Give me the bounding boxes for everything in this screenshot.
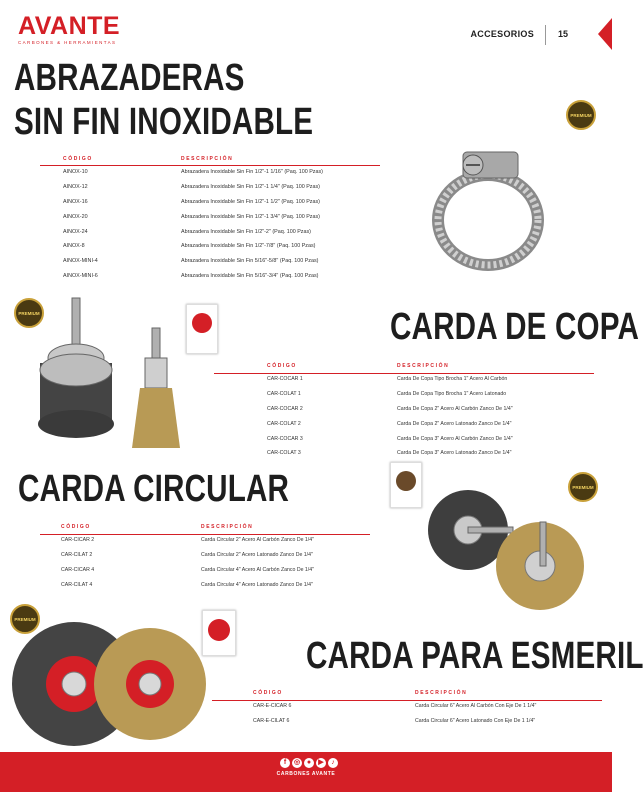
col-desc-header: DESCRIPCIÓN	[415, 690, 468, 696]
circular-brush-image	[420, 490, 610, 615]
table-abrazaderas	[18, 156, 378, 283]
product-description: Carda Circular 6" Acero Al Carbón Con Eje De 1 1/4"	[415, 703, 537, 710]
cup-brush-image	[30, 298, 200, 458]
table-copa	[222, 363, 592, 461]
product-description: Carda Circular 6" Acero Latonado Con Eje De 1 1/4"	[415, 718, 536, 725]
product-code: AINOX-16	[63, 198, 88, 205]
badge-text: PREMIUM	[572, 485, 594, 490]
product-description: Carda De Copa 2" Acero Al Carbón Zanco De 1/4"	[397, 405, 513, 412]
product-description: Carda Circular 4" Acero Latonado Zanco De 1/4"	[201, 581, 313, 588]
title-line-2: SIN FIN INOXIDABLE	[14, 101, 314, 143]
product-description: Abrazadera Inoxidable Sin Fin 5/16"-5/8" (Paq. 100 Pzas)	[181, 258, 319, 265]
brand-logo	[18, 14, 120, 45]
product-code: CAR-COLAT 1	[267, 391, 301, 398]
product-code: CAR-E-CICAR 6	[253, 703, 292, 710]
header-divider	[545, 25, 546, 45]
table-row	[18, 269, 378, 284]
table-row	[18, 239, 378, 254]
product-code: CAR-E-CILAT 6	[253, 718, 290, 725]
badge-text: PREMIUM	[14, 617, 36, 622]
product-description: Abrazadera Inoxidable Sin Fin 1/2"-1 1/2" (Paq. 100 Pzas)	[181, 198, 320, 205]
footer-bar	[0, 752, 612, 792]
table-row	[18, 180, 378, 195]
product-code: CAR-COCAR 2	[267, 405, 303, 412]
col-desc-header: DESCRIPCIÓN	[397, 363, 450, 369]
table-esmeril	[208, 690, 598, 729]
table-row	[18, 254, 378, 269]
table-row	[16, 548, 376, 563]
product-code: AINOX-24	[63, 228, 88, 235]
table-row	[208, 699, 598, 714]
product-code: CAR-CILAT 2	[61, 552, 93, 559]
table-row	[222, 446, 592, 461]
product-description: Carda De Copa Tipo Brocha 1" Acero Al Carbón	[397, 376, 508, 383]
table-row	[16, 563, 376, 578]
product-description: Abrazadera Inoxidable Sin Fin 1/2"-1 1/4" (Paq. 100 Pzas)	[181, 184, 320, 191]
product-description: Carda Circular 2" Acero Latonado Zanco De 1/4"	[201, 552, 313, 559]
facebook-icon[interactable]: f	[280, 758, 290, 768]
product-package-image	[390, 462, 422, 508]
product-description: Carda De Copa 2" Acero Latonado Zanco De 1/4"	[397, 420, 512, 427]
tiktok-icon[interactable]: ♪	[328, 758, 338, 768]
col-code-header: CÓDIGO	[63, 156, 93, 162]
product-description: Carda De Copa 3" Acero Latonado Zanco De 1/4"	[397, 450, 512, 457]
title-line-1: ABRAZADERAS	[14, 57, 245, 99]
page-number: 15	[557, 29, 568, 39]
badge-text: PREMIUM	[18, 311, 40, 316]
table-row	[222, 372, 592, 387]
badge-text: PREMIUM	[570, 113, 592, 118]
title-carda-circular: CARDA CIRCULAR	[18, 468, 290, 510]
table-row	[16, 577, 376, 592]
col-code-header: CÓDIGO	[61, 524, 91, 530]
product-description: Abrazadera Inoxidable Sin Fin 1/2"-2" (Paq. 100 Pzas)	[181, 228, 311, 235]
table-row	[18, 195, 378, 210]
product-code: CAR-CILAT 4	[61, 581, 93, 588]
product-description: Carda De Copa Tipo Brocha 1" Acero Latonado	[397, 391, 507, 398]
col-desc-header: DESCRIPCIÓN	[201, 524, 254, 530]
instagram-icon[interactable]: ◎	[293, 759, 301, 766]
product-description: Abrazadera Inoxidable Sin Fin 1/2"-7/8" (Paq. 100 Pzas)	[181, 243, 316, 250]
title-carda-para-esmeril: CARDA PARA ESMERIL	[306, 635, 644, 677]
product-code: CAR-CICAR 4	[61, 566, 95, 573]
header-tab-marker	[598, 18, 612, 50]
product-code: AINOX-12	[63, 184, 88, 191]
product-code: CAR-CICAR 2	[61, 537, 95, 544]
product-code: AINOX-8	[63, 243, 85, 250]
product-description: Abrazadera Inoxidable Sin Fin 1/2"-1 1/16" (Paq. 100 Pzas)	[181, 169, 323, 176]
section-label: ACCESORIOS	[470, 29, 534, 39]
product-code: CAR-COLAT 3	[267, 450, 301, 457]
product-description: Carda Circular 4" Acero Al Carbón Zanco De 1/4"	[201, 566, 314, 573]
product-code: CAR-COLAT 2	[267, 420, 301, 427]
table-row	[18, 224, 378, 239]
table-row	[222, 416, 592, 431]
product-description: Carda De Copa 3" Acero Al Carbón Zanco De 1/4"	[397, 435, 513, 442]
table-row	[18, 165, 378, 180]
product-code: AINOX-MINI-6	[63, 272, 98, 279]
product-code: AINOX-MINI-4	[63, 258, 98, 265]
col-code-header: CÓDIGO	[253, 690, 283, 696]
product-code: CAR-COCAR 1	[267, 376, 303, 383]
table-row	[208, 714, 598, 729]
table-row	[222, 402, 592, 417]
table-row	[222, 431, 592, 446]
col-code-header: CÓDIGO	[267, 363, 297, 369]
table-row	[18, 209, 378, 224]
grinder-brush-image	[8, 618, 208, 758]
product-code: AINOX-20	[63, 213, 88, 220]
footer-text: CARBONES AVANTE	[276, 771, 336, 777]
product-description: Abrazadera Inoxidable Sin Fin 1/2"-1 3/4" (Paq. 100 Pzas)	[181, 213, 320, 220]
product-description: Abrazadera Inoxidable Sin Fin 5/16"-3/4" (Paq. 100 Pzas)	[181, 272, 319, 279]
product-code: AINOX-10	[63, 169, 88, 176]
title-carda-de-copa: CARDA DE COPA	[390, 306, 640, 348]
table-row	[16, 533, 376, 548]
product-description: Carda Circular 2" Acero Al Carbón Zanco De 1/4"	[201, 537, 314, 544]
premium-badge	[566, 100, 596, 130]
product-code: CAR-COCAR 3	[267, 435, 303, 442]
title-abrazaderas	[14, 56, 313, 144]
social-icons	[280, 758, 338, 768]
youtube-icon[interactable]: ▶	[316, 758, 326, 768]
table-circular	[16, 524, 376, 592]
hose-clamp-image	[428, 140, 548, 275]
col-desc-header: DESCRIPCIÓN	[181, 156, 234, 162]
web-icon[interactable]: ●	[304, 758, 314, 768]
table-row	[222, 387, 592, 402]
brand-name: AVANTE	[18, 12, 121, 40]
brand-subtitle: CARBONES & HERRAMIENTAS	[18, 40, 117, 45]
